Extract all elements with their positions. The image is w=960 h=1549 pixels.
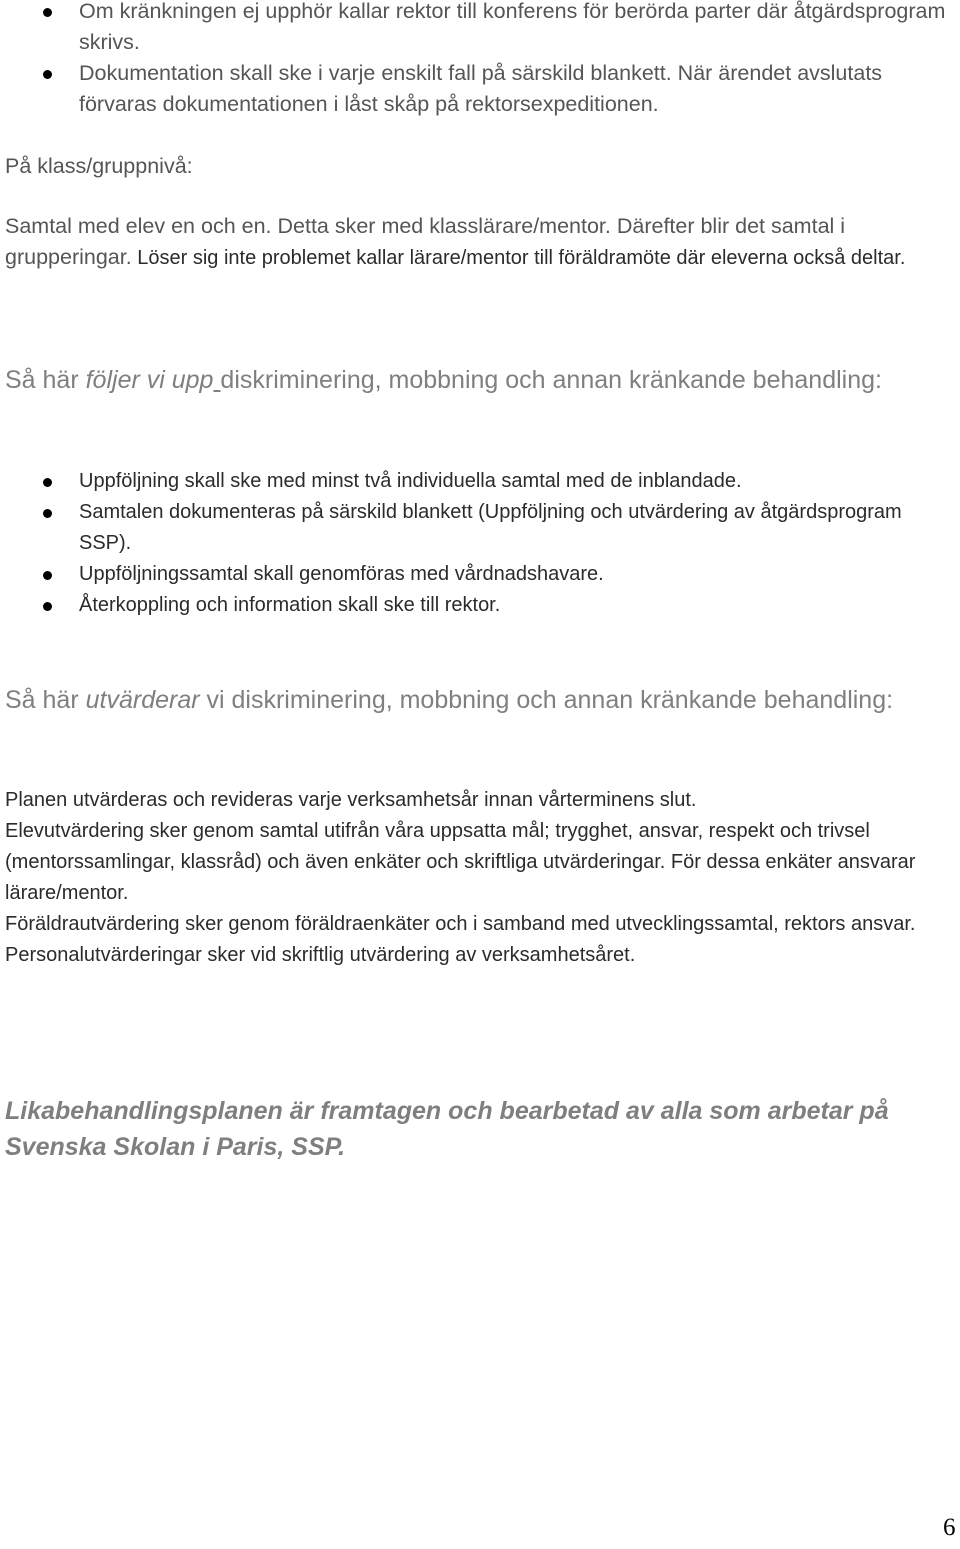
evaluation-paragraph: Elevutvärdering sker genom samtal utifrån våra uppsatta mål; trygghet, ansvar, respekt och trivsel (mentorssamlingar, klassråd) och även enkäter och skriftliga utvärderingar. För dessa enkäter ansvarar lärare/mentor. — [5, 820, 916, 904]
list-item: Uppföljning skall ske med minst två individuella samtal med de inblandade. — [5, 466, 950, 497]
bullet-icon — [43, 509, 52, 518]
followup-heading: Så här följer vi upp diskriminering, mobbning och annan kränkande behandling: — [5, 366, 882, 394]
followup-bullet-list — [5, 466, 950, 621]
top-bullet-list — [5, 0, 950, 120]
list-item: Dokumentation skall ske i varje enskilt fall på särskild blankett. När ärendet avslutats förvaras dokumentationen i låst skåp på rektorsexpeditionen. — [5, 58, 950, 120]
page-number: 6 — [943, 1514, 956, 1541]
bullet-icon — [43, 602, 52, 611]
evaluation-heading: Så här utvärderar vi diskriminering, mobbning och annan kränkande behandling: — [5, 686, 894, 714]
list-item: Samtalen dokumenteras på särskild blankett (Uppföljning och utvärdering av åtgärdsprogram SSP). — [5, 497, 950, 559]
class-level-text-b: Löser sig inte problemet kallar lärare/mentor till föräldramöte där eleverna också deltar. — [131, 247, 906, 269]
closing-statement: Likabehandlingsplanen är framtagen och bearbetad av alla som arbetar på Svenska Skolan i Paris, SSP. — [5, 1097, 889, 1161]
evaluation-paragraph: Föräldrautvärdering sker genom föräldraenkäter och i samband med utvecklingssamtal, rektors ansvar. — [5, 913, 916, 935]
bullet-icon — [43, 70, 52, 79]
bullet-icon — [43, 8, 52, 17]
evaluation-paragraph: Planen utvärderas och revideras varje verksamhetsår innan vårterminens slut. — [5, 789, 697, 811]
class-level-label: På klass/gruppnivå: — [5, 154, 193, 178]
list-item: Återkoppling och information skall ske till rektor. — [5, 590, 950, 621]
class-level-text-a: Samtal med elev en och en. Detta sker med klasslärare/mentor. Därefter blir det samtal i grupperingar. — [5, 214, 846, 269]
list-item: Uppföljningssamtal skall genomföras med vårdnadshavare. — [5, 559, 950, 590]
bullet-icon — [43, 571, 52, 580]
class-level-text — [5, 211, 950, 274]
bullet-icon — [43, 478, 52, 487]
evaluation-paragraph: Personalutvärderingar sker vid skriftlig utvärdering av verksamhetsåret. — [5, 944, 636, 966]
list-item: Om kränkningen ej upphör kallar rektor till konferens för berörda parter där åtgärdsprogram skrivs. — [5, 0, 950, 58]
evaluation-text — [5, 785, 950, 971]
